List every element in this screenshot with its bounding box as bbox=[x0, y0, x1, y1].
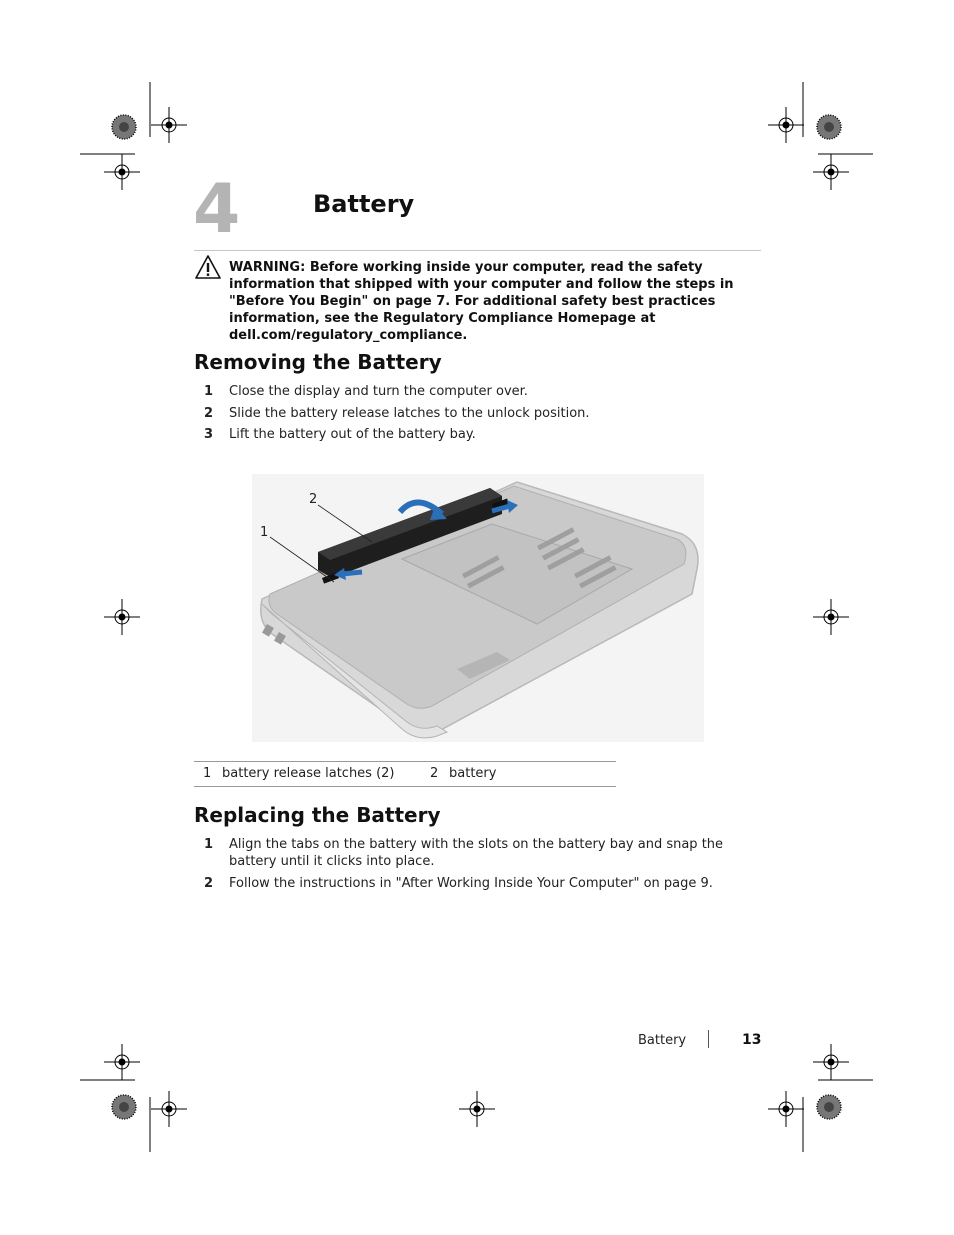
legend-label: battery release latches (2) bbox=[222, 766, 395, 781]
chapter-number: 4 bbox=[193, 170, 241, 249]
legend-number: 2 bbox=[430, 766, 439, 781]
chapter-title: Battery bbox=[313, 190, 415, 218]
footer-section-name: Battery bbox=[638, 1033, 687, 1048]
warning-triangle-icon bbox=[194, 254, 222, 280]
step-text: Close the display and turn the computer over. bbox=[229, 384, 528, 399]
callout-2: 2 bbox=[309, 492, 318, 507]
page-number: 13 bbox=[742, 1032, 762, 1048]
step-item bbox=[194, 875, 760, 892]
step-item bbox=[194, 836, 760, 870]
step-text: Lift the battery out of the battery bay. bbox=[229, 427, 476, 442]
step-item bbox=[194, 426, 760, 443]
replacing-heading: Replacing the Battery bbox=[194, 803, 441, 827]
step-item bbox=[194, 383, 760, 400]
warning-text: WARNING: Before working inside your computer, read the safety information that shipped with your computer and follow the steps in "Before You Begin" on page 7. For additional safety best practices information, see the Regulatory Compliance Homepage at dell.com/regulatory_compliance. bbox=[229, 260, 734, 343]
step-number: 1 bbox=[204, 837, 214, 852]
legend-label: battery bbox=[449, 766, 497, 781]
title-divider bbox=[194, 250, 761, 251]
legend-number: 1 bbox=[203, 766, 212, 781]
figure-legend bbox=[194, 761, 616, 787]
step-number: 2 bbox=[204, 875, 214, 891]
step-text: Follow the instructions in "After Working Inside Your Computer" on page 9. bbox=[229, 875, 713, 891]
callout-1: 1 bbox=[260, 525, 269, 540]
removing-heading: Removing the Battery bbox=[194, 350, 442, 374]
step-number: 2 bbox=[204, 405, 214, 421]
step-number: 1 bbox=[204, 384, 214, 399]
footer-separator bbox=[708, 1030, 709, 1048]
replacing-steps bbox=[194, 836, 760, 896]
step-text: Slide the battery release latches to the unlock position. bbox=[229, 405, 590, 421]
step-number: 3 bbox=[204, 427, 214, 442]
step-text: Align the tabs on the battery with the slots on the battery bay and snap the battery until it clicks into place. bbox=[229, 837, 724, 869]
battery-removal-illustration bbox=[252, 474, 704, 742]
step-item bbox=[194, 405, 760, 422]
removing-steps bbox=[194, 383, 760, 448]
